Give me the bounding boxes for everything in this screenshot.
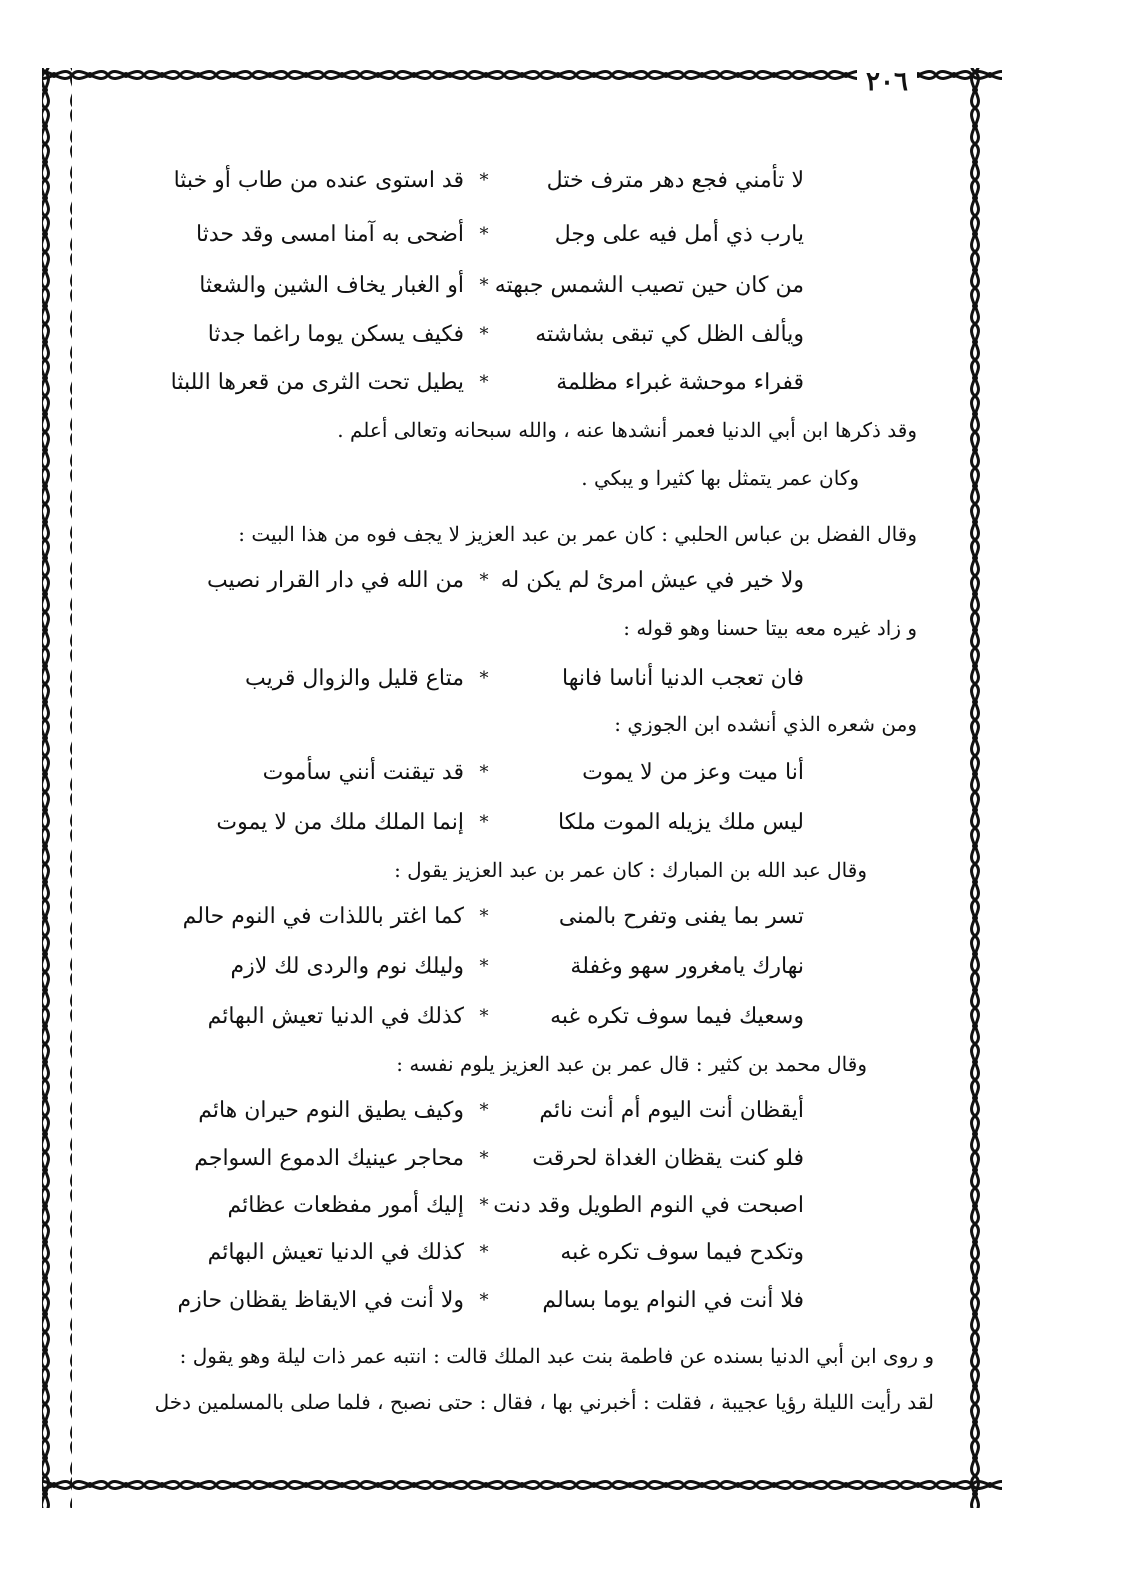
verse-first-hemistich: ويألف الظل كي تبقى بشاشته [535, 322, 804, 347]
paragraph: ومن شعره الذي أنشده ابن الجوزي : [614, 712, 917, 736]
paragraph: لقد رأيت الليلة رؤيا عجيبة ، فقلت : أخبرني بها ، فقال : حتى نصبح ، فلما صلى بالمسلمين دخل [154, 1390, 934, 1414]
verse-first-hemistich: من كان حين تصيب الشمس جبهته [494, 273, 804, 298]
verse-separator: * [479, 275, 489, 296]
verse-first-hemistich: لا تأمني فجع دهر مترف ختل [546, 168, 804, 193]
verse-first-hemistich: أنا ميت وعز من لا يموت [582, 760, 804, 785]
verse-line [164, 666, 804, 691]
verse-second-hemistich: وكيف يطيق النوم حيران هائم [198, 1098, 464, 1123]
verse-second-hemistich: أضحى به آمنا امسى وقد حدثا [196, 222, 464, 247]
paragraph: وقد ذكرها ابن أبي الدنيا فعمر أنشدها عنه ، والله سبحانه وتعالى أعلم . [337, 418, 917, 442]
verse-separator: * [479, 1006, 489, 1027]
verse-second-hemistich: متاع قليل والزوال قريب [244, 666, 464, 691]
verse-separator: * [479, 1290, 489, 1311]
verse-second-hemistich: كذلك في الدنيا تعيش البهائم [207, 1004, 464, 1029]
verse-second-hemistich: محاجر عينيك الدموع السواجم [194, 1146, 464, 1171]
verse-first-hemistich: ولا خير في عيش امرئ لم يكن له [500, 568, 804, 593]
paragraph: وقال الفضل بن عباس الحلبي : كان عمر بن عبد العزيز لا يجف فوه من هذا البيت : [238, 522, 917, 546]
verse-first-hemistich: فان تعجب الدنيا أناسا فانها [562, 666, 804, 691]
verse-line [164, 760, 804, 785]
verse-line [164, 1193, 804, 1218]
verse-second-hemistich: ولا أنت في الايقاظ يقظان حازم [177, 1288, 464, 1313]
verse-second-hemistich: إنما الملك ملك من لا يموت [216, 810, 464, 835]
verse-separator: * [479, 812, 489, 833]
verse-line [164, 1288, 804, 1313]
verse-line [164, 810, 804, 835]
verse-line [164, 273, 804, 298]
verse-separator: * [479, 906, 489, 927]
verse-separator: * [479, 956, 489, 977]
verse-separator: * [479, 324, 489, 345]
verse-separator: * [479, 1242, 489, 1263]
verse-first-hemistich: ليس ملك يزيله الموت ملكا [558, 810, 804, 835]
paragraph: وقال عبد الله بن المبارك : كان عمر بن عبد العزيز يقول : [394, 858, 867, 882]
verse-line [164, 1098, 804, 1123]
verse-separator: * [479, 1195, 489, 1216]
paragraph: وقال محمد بن كثير : قال عمر بن عبد العزيز يلوم نفسه : [396, 1052, 867, 1076]
verse-second-hemistich: وليلك نوم والردى لك لازم [230, 954, 464, 979]
verse-first-hemistich: وسعيك فيما سوف تكره غبه [550, 1004, 804, 1029]
verse-first-hemistich: قفراء موحشة غبراء مظلمة [556, 370, 804, 395]
verse-line [164, 1004, 804, 1029]
verse-line [164, 222, 804, 247]
verse-first-hemistich: تسر بما يفنى وتفرح بالمنى [558, 904, 804, 929]
verse-line [164, 904, 804, 929]
verse-separator: * [479, 1100, 489, 1121]
verse-line [164, 568, 804, 593]
verse-second-hemistich: قد تيقنت أنني سأموت [262, 760, 464, 785]
verse-first-hemistich: فلا أنت في النوام يوما بسالم [542, 1288, 804, 1313]
verse-second-hemistich: من الله في دار القرار نصيب [206, 568, 464, 593]
verse-line [164, 1240, 804, 1265]
page-number: ٢٠٦ [857, 64, 917, 100]
paragraph: وكان عمر يتمثل بها كثيرا و يبكي . [581, 466, 859, 490]
verse-line [164, 322, 804, 347]
verse-first-hemistich: نهارك يامغرور سهو وغفلة [570, 954, 804, 979]
verse-first-hemistich: وتكدح فيما سوف تكره غبه [560, 1240, 804, 1265]
verse-line [164, 954, 804, 979]
verse-first-hemistich: أيقظان أنت اليوم أم أنت نائم [539, 1098, 804, 1123]
verse-separator: * [479, 570, 489, 591]
verse-separator: * [479, 170, 489, 191]
paragraph: و زاد غيره معه بيتا حسنا وهو قوله : [623, 616, 917, 640]
verse-second-hemistich: إليك أمور مفظعات عظائم [227, 1193, 464, 1218]
verse-separator: * [479, 668, 489, 689]
verse-second-hemistich: كما اغتر باللذات في النوم حالم [182, 904, 464, 929]
verse-second-hemistich: قد استوى عنده من طاب أو خبثا [173, 168, 464, 193]
verse-second-hemistich: فكيف يسكن يوما راغما جدثا [207, 322, 464, 347]
verse-separator: * [479, 372, 489, 393]
verse-separator: * [479, 762, 489, 783]
paragraph: و روى ابن أبي الدنيا بسنده عن فاطمة بنت عبد الملك قالت : انتبه عمر ذات ليلة وهو يقول : [179, 1344, 934, 1368]
verse-separator: * [479, 224, 489, 245]
verse-line [164, 168, 804, 193]
verse-second-hemistich: كذلك في الدنيا تعيش البهائم [207, 1240, 464, 1265]
verse-line [164, 370, 804, 395]
verse-first-hemistich: يارب ذي أمل فيه على وجل [554, 222, 804, 247]
verse-first-hemistich: فلو كنت يقظان الغداة لحرقت [532, 1146, 804, 1171]
verse-first-hemistich: اصبحت في النوم الطويل وقد دنت [493, 1193, 804, 1218]
verse-second-hemistich: يطيل تحت الثرى من قعرها اللبثا [170, 370, 464, 395]
verse-line [164, 1146, 804, 1171]
verse-separator: * [479, 1148, 489, 1169]
verse-second-hemistich: أو الغبار يخاف الشين والشعثا [199, 273, 464, 298]
